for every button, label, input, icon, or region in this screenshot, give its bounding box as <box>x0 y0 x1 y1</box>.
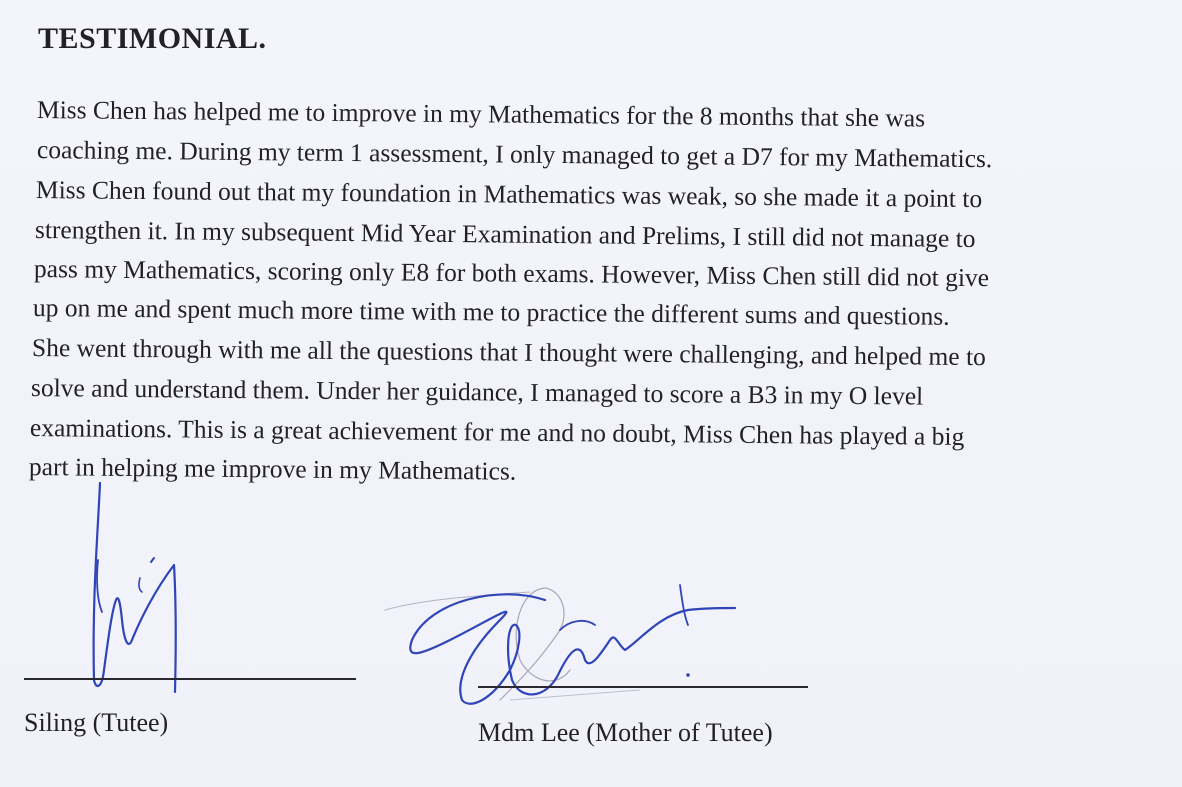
body-line: up on me and spent much more time with me to practice the different sums and questions. <box>32 293 950 331</box>
body-line: Miss Chen found out that my foundation in Mathematics was weak, so she made it a point to <box>35 175 983 214</box>
body-line: coaching me. During my term 1 assessment, I only managed to get a D7 for my Mathematics. <box>36 135 993 174</box>
body-line: part in helping me improve in my Mathematics. <box>28 452 517 486</box>
tutee-label: Siling (Tutee) <box>24 708 169 737</box>
mother-signature-line <box>478 686 808 688</box>
body-line: strengthen it. In my subsequent Mid Year Examination and Prelims, I still did not manage to <box>34 215 976 254</box>
document-title: TESTIMONIAL. <box>38 22 267 55</box>
body-line: examinations. This is a great achievement for me and no doubt, Miss Chen has played a big <box>29 413 965 451</box>
body-line: pass my Mathematics, scoring only E8 for both exams. However, Miss Chen still did not give <box>33 254 990 293</box>
mother-label: Mdm Lee (Mother of Tutee) <box>478 718 773 747</box>
body-line: solve and understand them. Under her guidance, I managed to score a B3 in my O level <box>30 373 924 411</box>
body-line: She went through with me all the questions that I thought were challenging, and helped me to <box>31 333 987 372</box>
body-line: Miss Chen has helped me to improve in my Mathematics for the 8 months that she was <box>36 95 926 133</box>
